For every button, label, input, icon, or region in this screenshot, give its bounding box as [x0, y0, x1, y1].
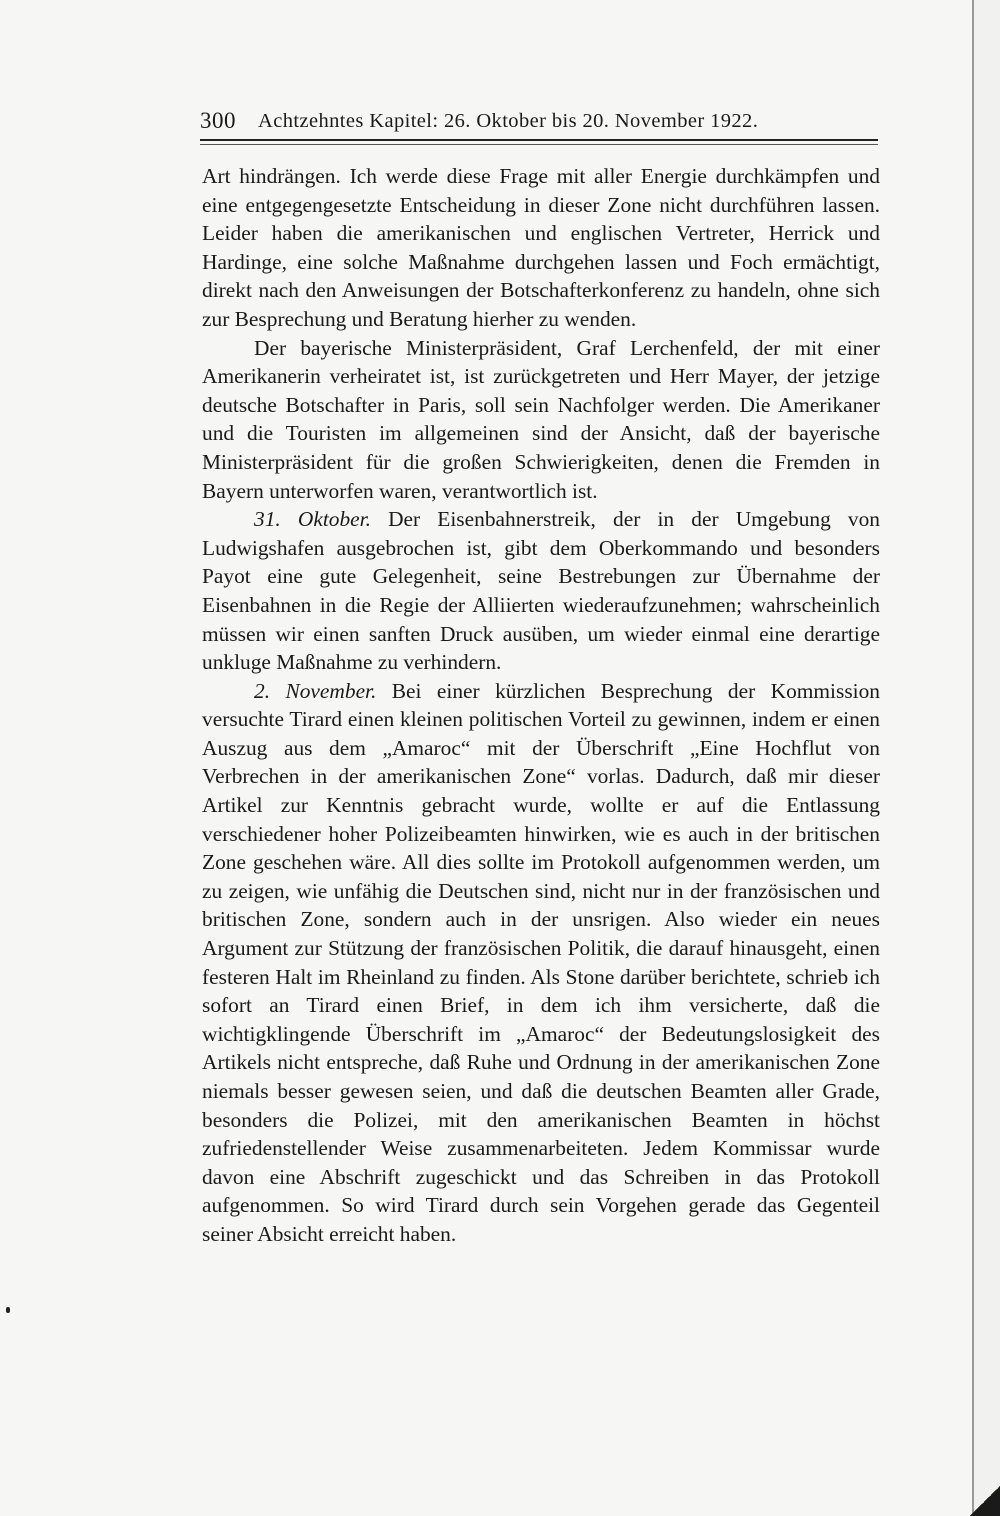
header-rule-thin [200, 144, 878, 145]
paragraph-text: Der Eisenbahnerstreik, der in der Umgebung von Ludwigshafen ausgebrochen ist, gibt dem Oberkommando und besonders Payot eine gute Gelegenheit, seine Bestrebungen zur Übernahme der Eisenbahnen in die Regie der Alliierten wiederaufzunehmen; wahrscheinlich müssen wir einen sanften Druck ausüben, um wieder einmal eine derartige unkluge Maßnahme zu verhindern. [202, 507, 881, 675]
header-rule-thick [200, 139, 878, 141]
next-page-margin [974, 0, 1000, 1516]
running-head: Achtzehntes Kapitel: 26. Oktober bis 20. November 1922. [258, 110, 759, 132]
diary-entry-31-oktober [202, 505, 880, 677]
paragraph-text: Art hindrängen. Ich werde diese Frage mit aller Energie durchkämpfen und eine entgegengesetzte Entscheidung in dieser Zone nicht durchführen lassen. Leider haben die amerikanischen und englischen Vertreter, Herrick und Hardinge, eine solche Maßnahme durchgehen lassen und Foch ermächtigt, direkt nach den Anweisungen der Botschafterkonferenz zu handeln, ohne sich zur Besprechung und Beratung hierher zu wenden. [202, 164, 880, 331]
paragraph-text: Der bayerische Ministerpräsident, Graf Lerchenfeld, der mit einer Amerikanerin verheiratet ist, ist zurückgetreten und Herr Mayer, der jetzige deutsche Botschafter in Paris, soll sein Nachfolger werden. Die Amerikaner und die Touristen im allgemeinen sind der Ansicht, daß der bayerische Ministerpräsident für die großen Schwierigkeiten, denen die Fremden in Bayern unterworfen waren, verantwortlich ist. [202, 335, 880, 503]
entry-date-label: 31. Oktober. [254, 507, 371, 532]
page-number: 300 [200, 108, 236, 133]
diary-entry-2-november [202, 677, 880, 1249]
paragraph-text: Bei einer kürzlichen Besprechung der Kommission versuchte Tirard einen kleinen politischen Vorteil zu gewinnen, indem er einen Auszug aus dem „Amaroc“ mit der Überschrift „Eine Hochflut von Verbrechen in der amerikanischen Zone“ vorlas. Dadurch, daß mir dieser Artikel zur Kenntnis gebracht wurde, wollte er auf die Entlassung verschiedener hoher Polizeibeamten hinwirken, wie es auch in der britischen Zone geschehen wäre. All dies sollte im Protokoll aufgenommen werden, um zu zeigen, wie unfähig die Deutschen sind, nicht nur in der französischen und britischen Zone, sondern auch in der unsrigen. Also wieder ein neues Argument zur Stützung der französischen Politik, die darauf hinausgeht, einen festeren Halt im Rheinland zu finden. Als Stone darüber berichtete, schrieb ich sofort an Tirard einen Brief, in dem ich ihm versicherte, daß die wichtigklingende Überschrift im „Amaroc“ der Bedeutungslosigkeit des Artikels nicht entspreche, daß Ruhe und Ordnung in der amerikanischen Zone niemals besser gewesen seien, und daß die deutschen Beamten aller Grade, besonders die Polizei, mit den amerikanischen Beamten in höchst zufriedenstellender Weise zusammenarbeiteten. Jedem Kommissar wurde davon eine Abschrift zugeschickt und das Schreiben in das Protokoll aufgenommen. So wird Tirard durch sein Vorgehen gerade das Gegenteil seiner Absicht erreicht haben. [202, 678, 880, 1246]
body-text [202, 162, 880, 1249]
scan-corner-shadow [970, 1486, 1000, 1516]
paragraph-lerchenfeld [202, 334, 880, 506]
scan-speck [6, 1307, 10, 1313]
entry-date-label: 2. November. [254, 678, 377, 703]
page-header [200, 108, 878, 142]
paragraph-continuation [202, 162, 880, 334]
